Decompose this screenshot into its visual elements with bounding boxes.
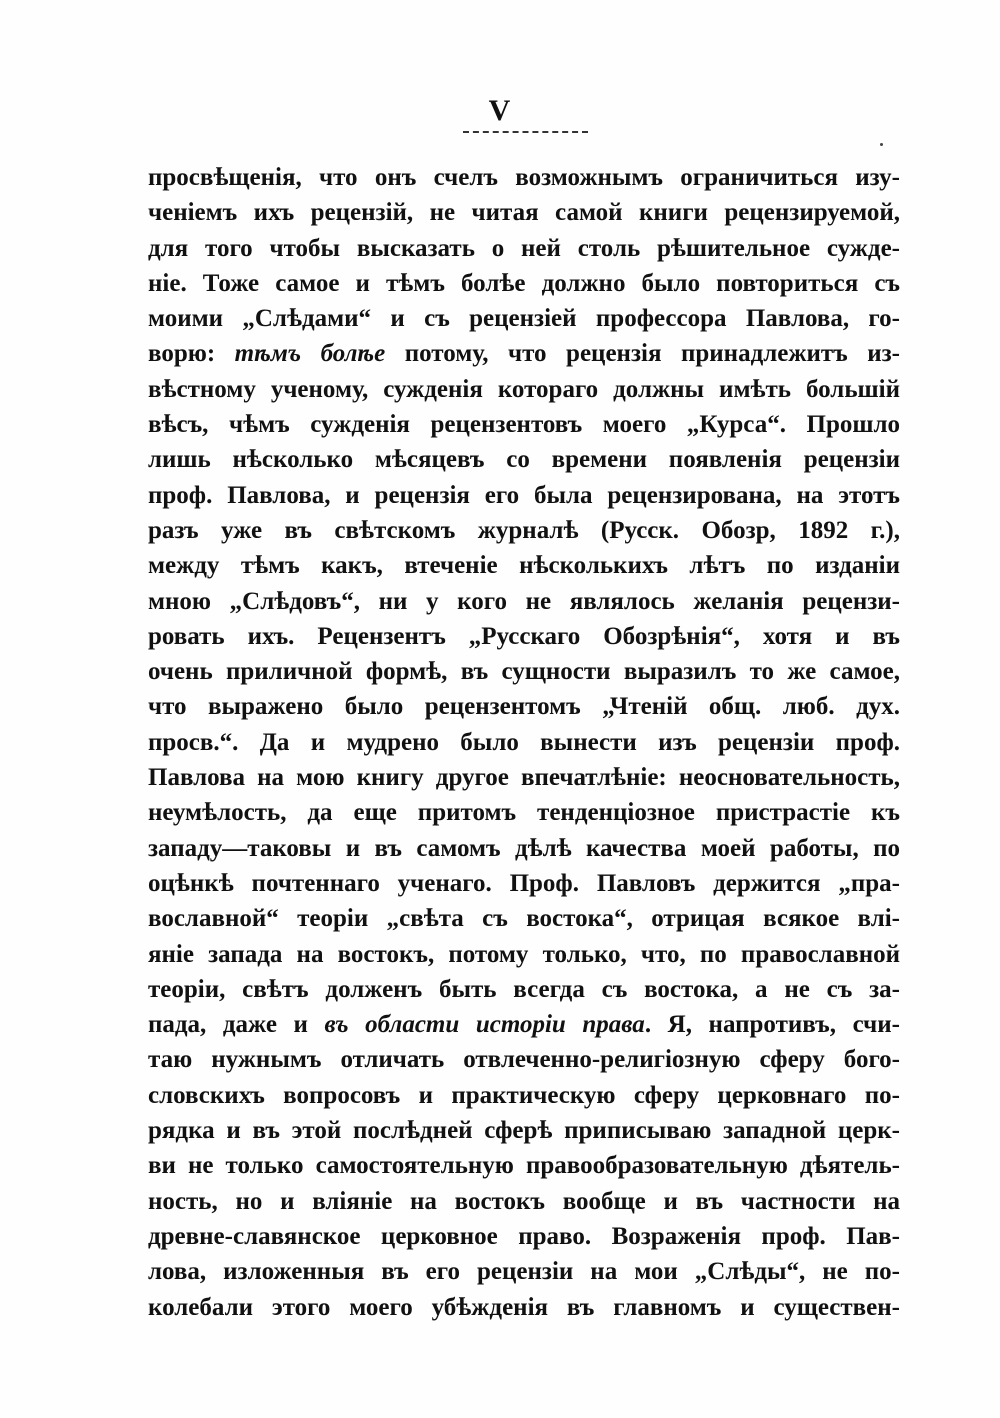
emphasized-phrase: тѣмъ болѣе: [234, 340, 386, 368]
text-line: теоріи, свѣтъ долженъ быть всегда съ востока, а не съ за-: [148, 975, 900, 1003]
text-line: просвѣщенія, что онъ счелъ возможнымъ ограничиться изу-: [148, 164, 900, 191]
text-line: мною „Слѣдовъ“, ни у кого не являлось желанія рецензи-: [148, 587, 900, 615]
text-line: словскихъ вопросовъ и практическую сферу церковнаго по-: [148, 1081, 900, 1109]
text-line: лова, изложенныя въ его рецензіи на мои „Слѣды“, не по-: [148, 1258, 900, 1286]
text-line: вѣсъ, чѣмъ сужденія рецензентовъ моего „Курса“. Прошло: [148, 411, 900, 439]
text-segment: пада, даже и: [148, 1011, 325, 1039]
text-line: ніе. Тоже самое и тѣмъ болѣе должно было повториться съ: [148, 269, 900, 297]
text-line: между тѣмъ какъ, втеченіе нѣсколькихъ лѣтъ по изданіи: [148, 552, 900, 580]
text-line: [148, 336, 900, 371]
text-line: моими „Слѣдами“ и съ рецензіей профессора Павлова, го-: [148, 305, 900, 333]
text-line: рядка и въ этой послѣдней сферѣ приписываю западной церк-: [148, 1117, 900, 1145]
print-speck: [880, 143, 883, 146]
header-rule: [463, 131, 588, 133]
text-line: колебали этого моего убѣжденія въ главномъ и существен-: [148, 1293, 900, 1321]
text-line: ви не только самостоятельную правообразовательную дѣятель-: [148, 1152, 900, 1180]
text-line: для того чтобы высказать о ней столь рѣшительное сужде-: [148, 234, 900, 262]
text-line: лишь нѣсколько мѣсяцевъ со времени появленія рецензіи: [148, 446, 900, 474]
text-line: [148, 1007, 900, 1042]
emphasized-phrase: въ области исторіи права: [324, 1011, 645, 1039]
text-line: проф. Павлова, и рецензія его была рецензирована, на этотъ: [148, 481, 900, 509]
text-segment: ворю:: [148, 340, 235, 368]
text-line: ченіемъ ихъ рецензій, не читая самой книги рецензируемой,: [148, 199, 900, 227]
text-line: западу—таковы и въ самомъ дѣлѣ качества моей работы, по: [148, 834, 900, 862]
text-segment: потому, что рецензія принадлежитъ из-: [385, 340, 900, 368]
text-segment: . Я, напротивъ, счи-: [644, 1011, 900, 1039]
text-line: просв.“. Да и мудрено было вынести изъ рецензіи проф.: [148, 728, 900, 756]
text-line: таю нужнымъ отличать отвлеченно-религіозную сферу бого-: [148, 1046, 900, 1074]
text-line: яніе запада на востокъ, потому только, что, по православной: [148, 940, 900, 968]
text-line: очень приличной формѣ, въ сущности выразилъ то же самое,: [148, 658, 900, 686]
page-number: V: [488, 94, 512, 127]
text-line: вѣстному ученому, сужденія котораго должны имѣть большій: [148, 375, 900, 403]
text-line: что выражено было рецензентомъ „Чтеній общ. люб. дух.: [148, 693, 900, 721]
text-line: древне-славянское церковное право. Возраженія проф. Пав-: [148, 1222, 900, 1250]
text-line: Павлова на мою книгу другое впечатлѣніе: неосновательность,: [148, 764, 900, 792]
text-line: ность, но и вліяніе на востокъ вообще и въ частности на: [148, 1187, 900, 1215]
text-line: неумѣлость, да еще притомъ тенденціозное пристрастіе къ: [148, 799, 900, 827]
text-line: вославной“ теоріи „свѣта съ востока“, отрицая всякое влі-: [148, 905, 900, 933]
body-text: [148, 160, 900, 1325]
text-line: разъ уже въ свѣтскомъ журналѣ (Русск. Обозр, 1892 г.),: [148, 516, 900, 544]
text-line: оцѣнкѣ почтеннаго ученаго. Проф. Павловъ держится „пра-: [148, 869, 900, 897]
text-line: ровать ихъ. Рецензентъ „Русскаго Обозрѣнія“, хотя и въ: [148, 622, 900, 650]
